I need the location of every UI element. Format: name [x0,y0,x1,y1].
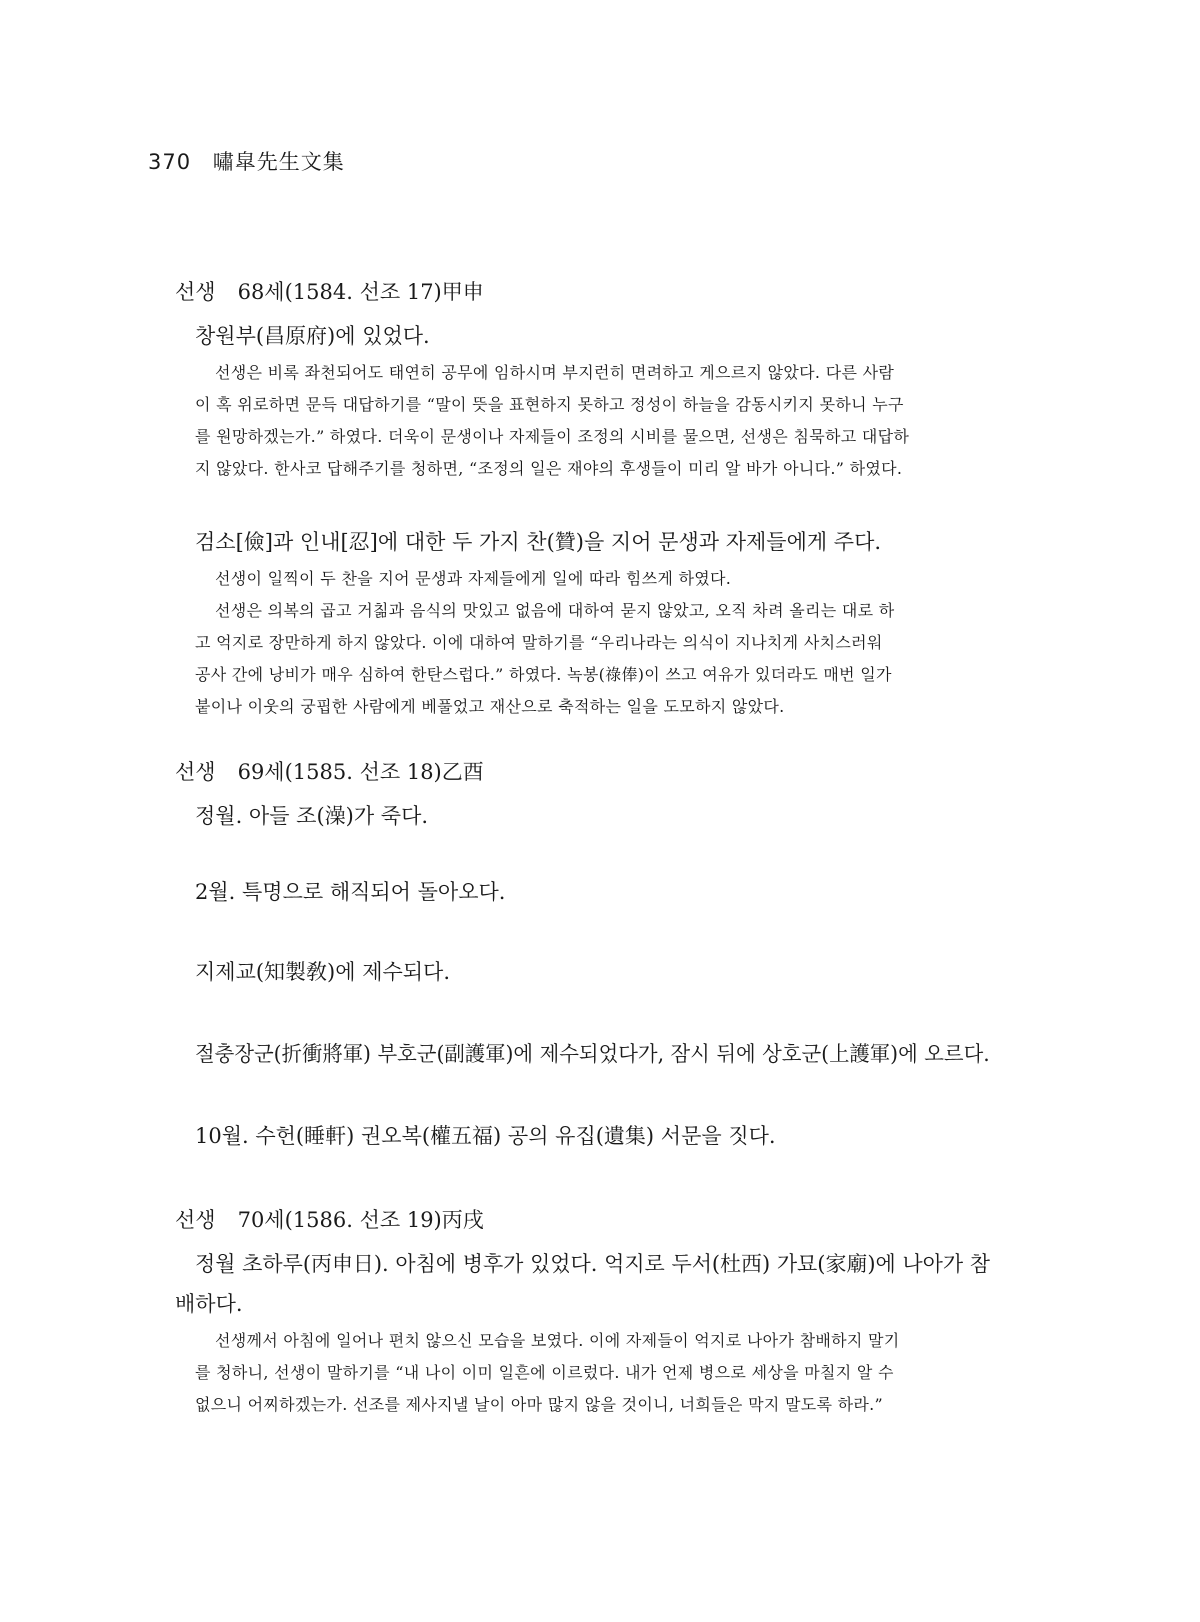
page-number: 370 [148,150,192,174]
entry-heading: 10월. 수헌(睡軒) 권오복(權五福) 공의 유집(遺集) 서문을 짓다. [195,1124,776,1148]
year-heading [175,1204,484,1234]
year-label: 선생 [175,1208,216,1232]
entry-heading: 정월 초하루(丙申日). 아침에 병후가 있었다. 억지로 두서(杜西) 가묘(家廟)에 나아가 참 [195,1252,991,1276]
body-line: 를 청하니, 선생이 말하기를 “내 나이 이미 일흔에 이르렀다. 내가 언제 병으로 세상을 마칠지 알 수 [195,1363,894,1382]
body-line: 선생이 일찍이 두 찬을 지어 문생과 자제들에게 일에 따라 힘쓰게 하였다. [215,569,732,588]
body-line: 붙이나 이웃의 궁핍한 사람에게 베풀었고 재산으로 축적하는 일을 도모하지 않았다. [195,697,785,716]
body-line: 선생은 비록 좌천되어도 태연히 공무에 임하시며 부지런히 면려하고 게으르지 않았다. 다른 사람 [215,363,895,382]
entry-heading: 절충장군(折衝將軍) 부호군(副護軍)에 제수되었다가, 잠시 뒤에 상호군(上護軍)에 오르다. [195,1042,990,1066]
book-title: 嘯皐先生文集 [212,150,345,174]
body-line: 선생은 의복의 곱고 거칢과 음식의 맛있고 없음에 대하여 묻지 않았고, 오직 차려 올리는 대로 하 [215,601,895,620]
entry-heading-continued: 배하다. [175,1292,243,1316]
year-detail: (1585. 선조 18)乙酉 [284,760,484,784]
entry-heading: 검소[儉]과 인내[忍]에 대한 두 가지 찬(贊)을 지어 문생과 자제들에게 주다. [195,530,882,554]
page-header [148,146,345,176]
entry-heading: 2월. 특명으로 해직되어 돌아오다. [195,880,506,904]
year-age: 68세 [237,280,285,304]
year-age: 70세 [237,1208,285,1232]
entry-heading: 창원부(昌原府)에 있었다. [195,324,430,348]
body-line: 이 혹 위로하면 문득 대답하기를 “말이 뜻을 표현하지 못하고 정성이 하늘을 감동시키지 못하니 누구 [195,395,904,414]
body-line: 선생께서 아침에 일어나 편치 않으신 모습을 보였다. 이에 자제들이 억지로 나아가 참배하지 말기 [215,1331,900,1350]
year-label: 선생 [175,280,216,304]
year-detail: (1584. 선조 17)甲申 [284,280,484,304]
body-line: 를 원망하겠는가.” 하였다. 더욱이 문생이나 자제들이 조정의 시비를 물으면, 선생은 침묵하고 대답하 [195,427,910,446]
entry-heading: 정월. 아들 조(澡)가 죽다. [195,804,429,828]
body-line: 고 억지로 장만하게 하지 않았다. 이에 대하여 말하기를 “우리나라는 의식이 지나치게 사치스러워 [195,633,883,652]
body-line: 공사 간에 낭비가 매우 심하여 한탄스럽다.” 하였다. 녹봉(祿俸)이 쓰고 여유가 있더라도 매번 일가 [195,665,892,684]
year-heading [175,276,484,306]
year-label: 선생 [175,760,216,784]
body-line: 없으니 어찌하겠는가. 선조를 제사지낼 날이 아마 많지 않을 것이니, 너희들은 막지 말도록 하라.” [195,1395,883,1414]
entry-heading: 지제교(知製敎)에 제수되다. [195,960,451,984]
body-line: 지 않았다. 한사코 답해주기를 청하면, “조정의 일은 재야의 후생들이 미리 알 바가 아니다.” 하였다. [195,459,903,478]
year-detail: (1586. 선조 19)丙戌 [284,1208,484,1232]
year-heading [175,756,484,786]
year-age: 69세 [237,760,285,784]
